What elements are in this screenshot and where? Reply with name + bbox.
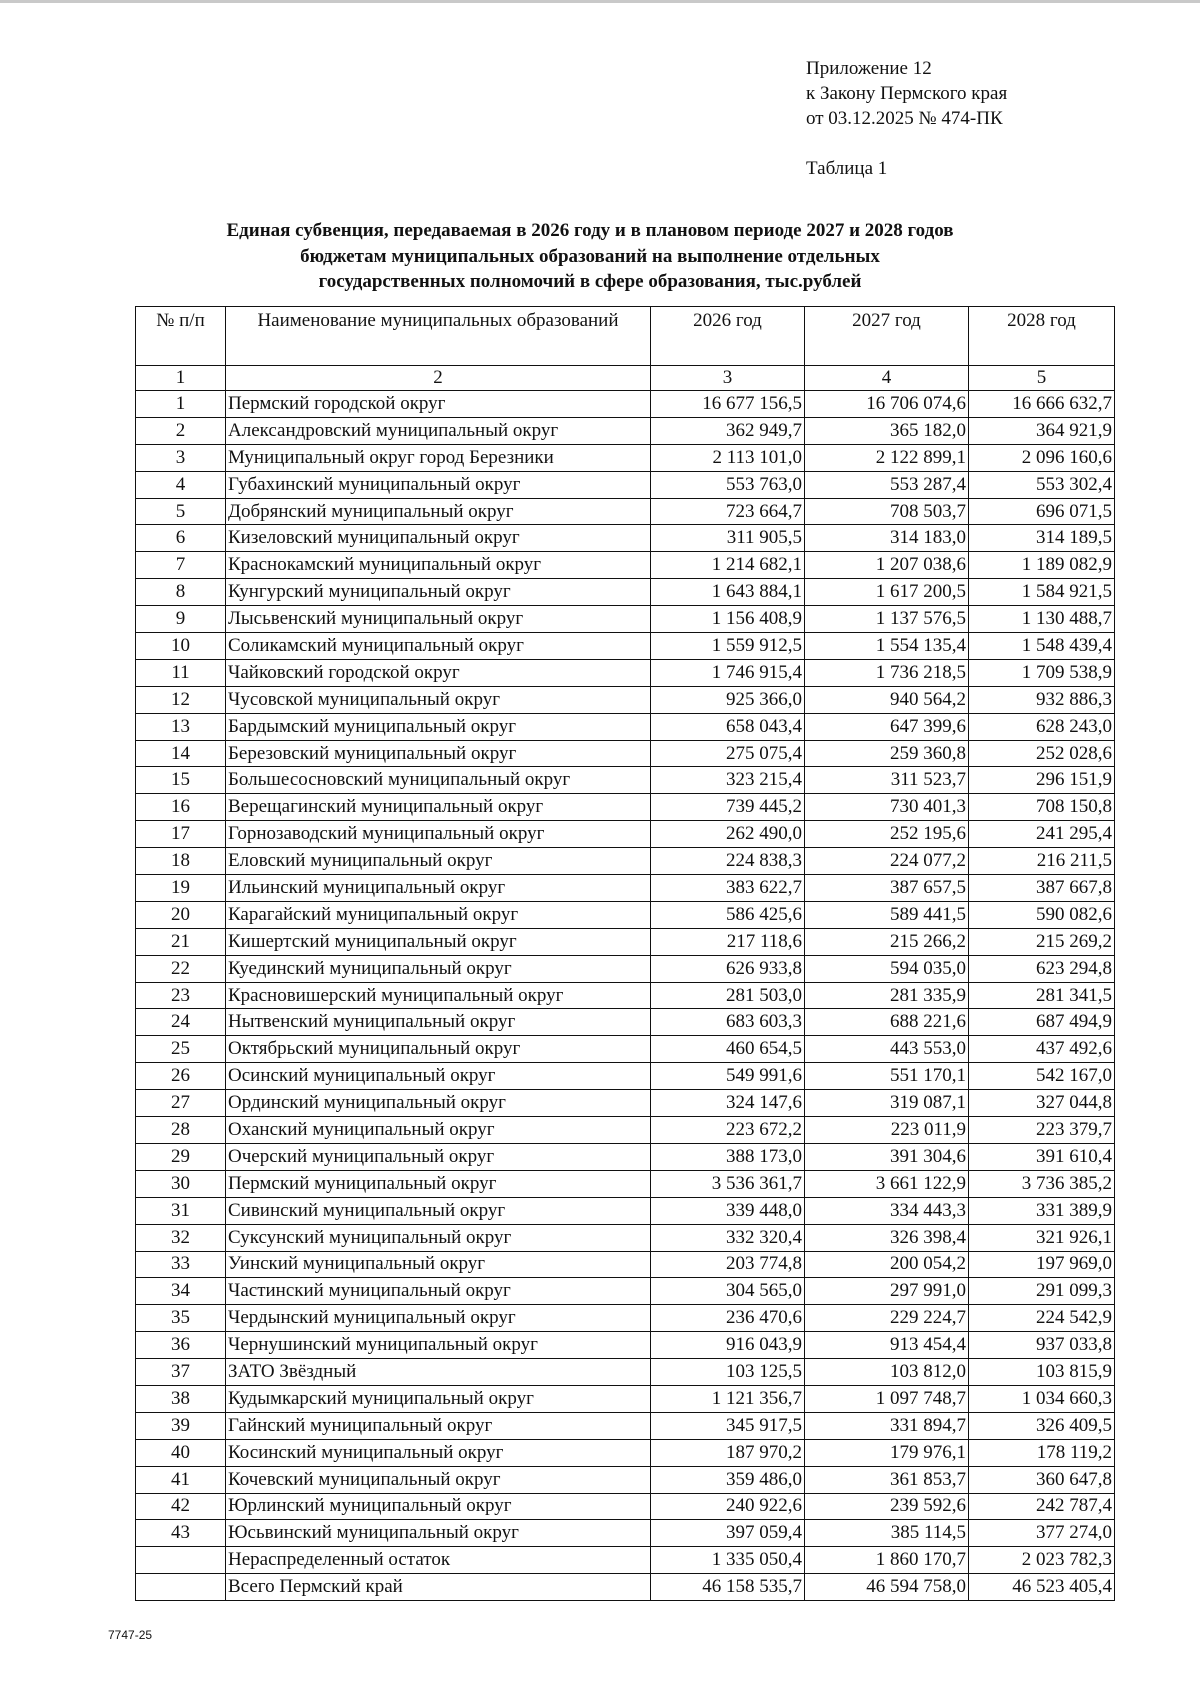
- header-cell-name: Наименование муниципальных образований: [226, 307, 651, 366]
- table-row: [136, 633, 1115, 660]
- table-row: [136, 848, 1115, 875]
- value-2027-cell: 1 736 218,5: [805, 659, 969, 686]
- value-2028-cell: 1 189 082,9: [969, 552, 1115, 579]
- value-2026-cell: 236 470,6: [651, 1305, 805, 1332]
- row-number-cell: 24: [136, 1009, 226, 1036]
- value-2028-cell: 553 302,4: [969, 471, 1115, 498]
- value-2027-cell: 179 976,1: [805, 1439, 969, 1466]
- value-2027-cell: 239 592,6: [805, 1493, 969, 1520]
- table-row: [136, 1305, 1115, 1332]
- value-2028-cell: 331 389,9: [969, 1197, 1115, 1224]
- row-number-cell: 41: [136, 1466, 226, 1493]
- value-2026-cell: 553 763,0: [651, 471, 805, 498]
- value-2027-cell: 553 287,4: [805, 471, 969, 498]
- table-row: [136, 1197, 1115, 1224]
- municipality-name-cell: Кишертский муниципальный округ: [226, 928, 651, 955]
- municipality-name-cell: Верещагинский муниципальный округ: [226, 794, 651, 821]
- value-2027-cell: 730 401,3: [805, 794, 969, 821]
- municipality-name-cell: Куединский муниципальный округ: [226, 955, 651, 982]
- document-title: [150, 218, 1030, 295]
- value-2028-cell: 281 341,5: [969, 982, 1115, 1009]
- value-2027-cell: 361 853,7: [805, 1466, 969, 1493]
- value-2027-cell: 252 195,6: [805, 821, 969, 848]
- row-number-cell: 22: [136, 955, 226, 982]
- value-2028-cell: 1 709 538,9: [969, 659, 1115, 686]
- row-number-cell: 16: [136, 794, 226, 821]
- table-row: [136, 901, 1115, 928]
- header-cell-2026: 2026 год: [651, 307, 805, 366]
- value-2026-cell: 1 156 408,9: [651, 606, 805, 633]
- row-number-cell: 11: [136, 659, 226, 686]
- municipality-name-cell: Чусовской муниципальный округ: [226, 686, 651, 713]
- value-2026-cell: 339 448,0: [651, 1197, 805, 1224]
- value-2027-cell: 385 114,5: [805, 1520, 969, 1547]
- value-2026-cell: 1 559 912,5: [651, 633, 805, 660]
- value-2027-cell: 1 554 135,4: [805, 633, 969, 660]
- municipality-name-cell: Горнозаводский муниципальный округ: [226, 821, 651, 848]
- row-number-cell: 17: [136, 821, 226, 848]
- row-number-cell: 18: [136, 848, 226, 875]
- table-row: [136, 1412, 1115, 1439]
- value-2028-cell: 708 150,8: [969, 794, 1115, 821]
- value-2028-cell: 937 033,8: [969, 1332, 1115, 1359]
- value-2027-cell: 223 011,9: [805, 1117, 969, 1144]
- value-2027-cell: 314 183,0: [805, 525, 969, 552]
- value-2028-cell: 687 494,9: [969, 1009, 1115, 1036]
- row-number-cell: 36: [136, 1332, 226, 1359]
- value-2027-cell: 311 523,7: [805, 767, 969, 794]
- row-number-cell: 7: [136, 552, 226, 579]
- row-number-cell: 3: [136, 444, 226, 471]
- table-row: [136, 391, 1115, 418]
- row-number-cell: 20: [136, 901, 226, 928]
- value-2028-cell: 542 167,0: [969, 1063, 1115, 1090]
- value-2026-cell: 324 147,6: [651, 1090, 805, 1117]
- municipality-name-cell: Оханский муниципальный округ: [226, 1117, 651, 1144]
- table-row: [136, 1466, 1115, 1493]
- value-2026-cell: 1 121 356,7: [651, 1385, 805, 1412]
- municipality-name-cell: Ординский муниципальный округ: [226, 1090, 651, 1117]
- table-row: [136, 1117, 1115, 1144]
- value-2027-cell: 224 077,2: [805, 848, 969, 875]
- municipality-name-cell: Красновишерский муниципальный округ: [226, 982, 651, 1009]
- value-2026-cell: 916 043,9: [651, 1332, 805, 1359]
- municipality-name-cell: Соликамский муниципальный округ: [226, 633, 651, 660]
- value-2027-cell: 1 097 748,7: [805, 1385, 969, 1412]
- row-number-cell: 32: [136, 1224, 226, 1251]
- value-2027-cell: 200 054,2: [805, 1251, 969, 1278]
- municipality-name-cell: Бардымский муниципальный округ: [226, 713, 651, 740]
- value-2027-cell: 331 894,7: [805, 1412, 969, 1439]
- value-2026-cell: 2 113 101,0: [651, 444, 805, 471]
- row-number-cell: 25: [136, 1036, 226, 1063]
- appendix-line: к Закону Пермского края: [806, 83, 1008, 104]
- value-2027-cell: 647 399,6: [805, 713, 969, 740]
- municipality-name-cell: Чердынский муниципальный округ: [226, 1305, 651, 1332]
- row-number-cell: 43: [136, 1520, 226, 1547]
- value-2028-cell: 46 523 405,4: [969, 1574, 1115, 1601]
- table-row: [136, 740, 1115, 767]
- table-row: [136, 794, 1115, 821]
- municipality-name-cell: Очерский муниципальный округ: [226, 1143, 651, 1170]
- table-row: [136, 1009, 1115, 1036]
- value-2028-cell: 1 034 660,3: [969, 1385, 1115, 1412]
- value-2027-cell: 215 266,2: [805, 928, 969, 955]
- row-number-cell: 14: [136, 740, 226, 767]
- column-number-cell: 5: [969, 366, 1115, 391]
- row-number-cell: [136, 1547, 226, 1574]
- table-row: [136, 1224, 1115, 1251]
- municipality-name-cell: Губахинский муниципальный округ: [226, 471, 651, 498]
- column-number-cell: 4: [805, 366, 969, 391]
- value-2027-cell: 281 335,9: [805, 982, 969, 1009]
- value-2026-cell: 16 677 156,5: [651, 391, 805, 418]
- value-2028-cell: 1 130 488,7: [969, 606, 1115, 633]
- municipality-name-cell: Частинский муниципальный округ: [226, 1278, 651, 1305]
- table-body: [136, 391, 1115, 1601]
- value-2028-cell: 223 379,7: [969, 1117, 1115, 1144]
- value-2028-cell: 387 667,8: [969, 875, 1115, 902]
- row-number-cell: 19: [136, 875, 226, 902]
- title-line: государственных полномочий в сфере образования, тыс.рублей: [318, 271, 862, 292]
- value-2027-cell: 365 182,0: [805, 417, 969, 444]
- municipality-name-cell: Уинский муниципальный округ: [226, 1251, 651, 1278]
- row-number-cell: 21: [136, 928, 226, 955]
- row-number-cell: 30: [136, 1170, 226, 1197]
- row-number-cell: 37: [136, 1359, 226, 1386]
- row-number-cell: 27: [136, 1090, 226, 1117]
- row-number-cell: 13: [136, 713, 226, 740]
- value-2028-cell: 241 295,4: [969, 821, 1115, 848]
- table-row: [136, 1170, 1115, 1197]
- title-line: бюджетам муниципальных образований на выполнение отдельных: [300, 245, 880, 267]
- municipality-name-cell: Косинский муниципальный округ: [226, 1439, 651, 1466]
- municipality-name-cell: Чайковский городской округ: [226, 659, 651, 686]
- value-2026-cell: 311 905,5: [651, 525, 805, 552]
- value-2026-cell: 683 603,3: [651, 1009, 805, 1036]
- municipality-name-cell: Пермский городской округ: [226, 391, 651, 418]
- municipality-name-cell: Кудымкарский муниципальный округ: [226, 1385, 651, 1412]
- column-number-cell: 3: [651, 366, 805, 391]
- row-number-cell: 42: [136, 1493, 226, 1520]
- value-2026-cell: 187 970,2: [651, 1439, 805, 1466]
- value-2026-cell: 739 445,2: [651, 794, 805, 821]
- table-row: [136, 1143, 1115, 1170]
- municipality-name-cell: Муниципальный округ город Березники: [226, 444, 651, 471]
- table-row: [136, 982, 1115, 1009]
- value-2028-cell: 197 969,0: [969, 1251, 1115, 1278]
- value-2028-cell: 296 151,9: [969, 767, 1115, 794]
- table-row: [136, 821, 1115, 848]
- table-row: [136, 686, 1115, 713]
- row-number-cell: 6: [136, 525, 226, 552]
- value-2028-cell: 696 071,5: [969, 498, 1115, 525]
- table-number: Таблица 1: [806, 158, 888, 179]
- row-number-cell: 34: [136, 1278, 226, 1305]
- value-2028-cell: 2 023 782,3: [969, 1547, 1115, 1574]
- value-2026-cell: 723 664,7: [651, 498, 805, 525]
- document-code: 7747-25: [108, 1628, 153, 1642]
- value-2028-cell: 321 926,1: [969, 1224, 1115, 1251]
- value-2028-cell: 215 269,2: [969, 928, 1115, 955]
- header-cell-2027: 2027 год: [805, 307, 969, 366]
- value-2028-cell: 326 409,5: [969, 1412, 1115, 1439]
- appendix-line: от 03.12.2025 № 474-ПК: [806, 108, 1003, 129]
- value-2028-cell: 1 548 439,4: [969, 633, 1115, 660]
- value-2026-cell: 1 214 682,1: [651, 552, 805, 579]
- municipality-name-cell: Александровский муниципальный округ: [226, 417, 651, 444]
- value-2026-cell: 1 746 915,4: [651, 659, 805, 686]
- row-number-cell: 8: [136, 579, 226, 606]
- value-2026-cell: 262 490,0: [651, 821, 805, 848]
- value-2026-cell: 1 335 050,4: [651, 1547, 805, 1574]
- row-number-cell: 38: [136, 1385, 226, 1412]
- value-2027-cell: 391 304,6: [805, 1143, 969, 1170]
- value-2028-cell: 628 243,0: [969, 713, 1115, 740]
- subvention-table: [135, 306, 1115, 1601]
- value-2028-cell: 590 082,6: [969, 901, 1115, 928]
- table-row: [136, 1090, 1115, 1117]
- value-2026-cell: 217 118,6: [651, 928, 805, 955]
- value-2026-cell: 323 215,4: [651, 767, 805, 794]
- value-2026-cell: 1 643 884,1: [651, 579, 805, 606]
- table-row: [136, 1385, 1115, 1412]
- appendix-line: Приложение 12: [806, 58, 932, 79]
- value-2027-cell: 103 812,0: [805, 1359, 969, 1386]
- row-number-cell: 2: [136, 417, 226, 444]
- value-2027-cell: 940 564,2: [805, 686, 969, 713]
- value-2028-cell: 2 096 160,6: [969, 444, 1115, 471]
- value-2027-cell: 594 035,0: [805, 955, 969, 982]
- table-row: [136, 928, 1115, 955]
- value-2027-cell: 1 207 038,6: [805, 552, 969, 579]
- table-row: [136, 1520, 1115, 1547]
- table-row: [136, 875, 1115, 902]
- value-2026-cell: 332 320,4: [651, 1224, 805, 1251]
- table-row: [136, 498, 1115, 525]
- row-number-cell: 9: [136, 606, 226, 633]
- row-number-cell: 15: [136, 767, 226, 794]
- municipality-name-cell: Сивинский муниципальный округ: [226, 1197, 651, 1224]
- municipality-name-cell: Кочевский муниципальный округ: [226, 1466, 651, 1493]
- table-row: [136, 955, 1115, 982]
- row-number-cell: 5: [136, 498, 226, 525]
- header-cell-2028: 2028 год: [969, 307, 1115, 366]
- row-number-cell: 40: [136, 1439, 226, 1466]
- value-2026-cell: 549 991,6: [651, 1063, 805, 1090]
- value-2027-cell: 551 170,1: [805, 1063, 969, 1090]
- value-2027-cell: 913 454,4: [805, 1332, 969, 1359]
- value-2027-cell: 2 122 899,1: [805, 444, 969, 471]
- municipality-name-cell: Добрянский муниципальный округ: [226, 498, 651, 525]
- municipality-name-cell: Гайнский муниципальный округ: [226, 1412, 651, 1439]
- row-number-cell: 26: [136, 1063, 226, 1090]
- municipality-name-cell: Еловский муниципальный округ: [226, 848, 651, 875]
- municipality-name-cell: Лысьвенский муниципальный округ: [226, 606, 651, 633]
- municipality-name-cell: ЗАТО Звёздный: [226, 1359, 651, 1386]
- row-number-cell: [136, 1574, 226, 1601]
- municipality-name-cell: Краснокамский муниципальный округ: [226, 552, 651, 579]
- value-2026-cell: 586 425,6: [651, 901, 805, 928]
- value-2026-cell: 103 125,5: [651, 1359, 805, 1386]
- value-2027-cell: 443 553,0: [805, 1036, 969, 1063]
- column-number-row: [136, 366, 1115, 391]
- table-row: [136, 1278, 1115, 1305]
- column-number-cell: 1: [136, 366, 226, 391]
- value-2027-cell: 319 087,1: [805, 1090, 969, 1117]
- value-2027-cell: 1 617 200,5: [805, 579, 969, 606]
- row-number-cell: 1: [136, 391, 226, 418]
- header-cell-number: № п/п: [136, 307, 226, 366]
- table-row: [136, 471, 1115, 498]
- value-2027-cell: 3 661 122,9: [805, 1170, 969, 1197]
- row-number-cell: 33: [136, 1251, 226, 1278]
- value-2026-cell: 203 774,8: [651, 1251, 805, 1278]
- table-row: [136, 659, 1115, 686]
- value-2026-cell: 224 838,3: [651, 848, 805, 875]
- municipality-name-cell: Нераспределенный остаток: [226, 1547, 651, 1574]
- value-2028-cell: 178 119,2: [969, 1439, 1115, 1466]
- value-2028-cell: 291 099,3: [969, 1278, 1115, 1305]
- value-2026-cell: 240 922,6: [651, 1493, 805, 1520]
- title-line: Единая субвенция, передаваемая в 2026 году и в плановом периоде 2027 и 2028 годов: [226, 220, 954, 241]
- value-2027-cell: 229 224,7: [805, 1305, 969, 1332]
- scan-top-edge: [0, 0, 1200, 3]
- row-number-cell: 39: [136, 1412, 226, 1439]
- municipality-name-cell: Березовский муниципальный округ: [226, 740, 651, 767]
- value-2027-cell: 326 398,4: [805, 1224, 969, 1251]
- value-2028-cell: 314 189,5: [969, 525, 1115, 552]
- municipality-name-cell: Кунгурский муниципальный округ: [226, 579, 651, 606]
- value-2027-cell: 688 221,6: [805, 1009, 969, 1036]
- value-2026-cell: 388 173,0: [651, 1143, 805, 1170]
- value-2027-cell: 46 594 758,0: [805, 1574, 969, 1601]
- table-row: [136, 579, 1115, 606]
- municipality-name-cell: Большесосновский муниципальный округ: [226, 767, 651, 794]
- value-2026-cell: 626 933,8: [651, 955, 805, 982]
- value-2028-cell: 327 044,8: [969, 1090, 1115, 1117]
- municipality-name-cell: Кизеловский муниципальный округ: [226, 525, 651, 552]
- value-2028-cell: 103 815,9: [969, 1359, 1115, 1386]
- value-2027-cell: 387 657,5: [805, 875, 969, 902]
- value-2027-cell: 16 706 074,6: [805, 391, 969, 418]
- value-2028-cell: 252 028,6: [969, 740, 1115, 767]
- table-row: [136, 417, 1115, 444]
- value-2026-cell: 362 949,7: [651, 417, 805, 444]
- municipality-name-cell: Осинский муниципальный округ: [226, 1063, 651, 1090]
- municipality-name-cell: Суксунский муниципальный округ: [226, 1224, 651, 1251]
- value-2028-cell: 242 787,4: [969, 1493, 1115, 1520]
- table-row: [136, 1036, 1115, 1063]
- municipality-name-cell: Карагайский муниципальный округ: [226, 901, 651, 928]
- value-2028-cell: 224 542,9: [969, 1305, 1115, 1332]
- row-number-cell: 29: [136, 1143, 226, 1170]
- table-row: [136, 525, 1115, 552]
- table-row: [136, 1359, 1115, 1386]
- value-2026-cell: 925 366,0: [651, 686, 805, 713]
- municipality-name-cell: Чернушинский муниципальный округ: [226, 1332, 651, 1359]
- row-number-cell: 4: [136, 471, 226, 498]
- value-2026-cell: 281 503,0: [651, 982, 805, 1009]
- value-2026-cell: 397 059,4: [651, 1520, 805, 1547]
- table-row: [136, 1547, 1115, 1574]
- value-2028-cell: 391 610,4: [969, 1143, 1115, 1170]
- row-number-cell: 10: [136, 633, 226, 660]
- table-row: [136, 1251, 1115, 1278]
- value-2026-cell: 460 654,5: [651, 1036, 805, 1063]
- table-row: [136, 1493, 1115, 1520]
- value-2028-cell: 360 647,8: [969, 1466, 1115, 1493]
- municipality-name-cell: Пермский муниципальный округ: [226, 1170, 651, 1197]
- row-number-cell: 23: [136, 982, 226, 1009]
- value-2026-cell: 275 075,4: [651, 740, 805, 767]
- row-number-cell: 12: [136, 686, 226, 713]
- municipality-name-cell: Октябрьский муниципальный округ: [226, 1036, 651, 1063]
- value-2026-cell: 46 158 535,7: [651, 1574, 805, 1601]
- table-row: [136, 444, 1115, 471]
- value-2028-cell: 377 274,0: [969, 1520, 1115, 1547]
- value-2028-cell: 16 666 632,7: [969, 391, 1115, 418]
- municipality-name-cell: Юсьвинский муниципальный округ: [226, 1520, 651, 1547]
- value-2027-cell: 589 441,5: [805, 901, 969, 928]
- value-2026-cell: 658 043,4: [651, 713, 805, 740]
- table-row: [136, 552, 1115, 579]
- municipality-name-cell: Всего Пермский край: [226, 1574, 651, 1601]
- value-2027-cell: 1 137 576,5: [805, 606, 969, 633]
- value-2028-cell: 3 736 385,2: [969, 1170, 1115, 1197]
- table-row: [136, 767, 1115, 794]
- row-number-cell: 35: [136, 1305, 226, 1332]
- value-2026-cell: 359 486,0: [651, 1466, 805, 1493]
- table-row: [136, 1574, 1115, 1601]
- municipality-name-cell: Юрлинский муниципальный округ: [226, 1493, 651, 1520]
- table-row: [136, 1439, 1115, 1466]
- municipality-name-cell: Нытвенский муниципальный округ: [226, 1009, 651, 1036]
- table-row: [136, 1332, 1115, 1359]
- value-2026-cell: 383 622,7: [651, 875, 805, 902]
- value-2026-cell: 3 536 361,7: [651, 1170, 805, 1197]
- row-number-cell: 31: [136, 1197, 226, 1224]
- row-number-cell: 28: [136, 1117, 226, 1144]
- value-2026-cell: 304 565,0: [651, 1278, 805, 1305]
- value-2027-cell: 334 443,3: [805, 1197, 969, 1224]
- value-2028-cell: 364 921,9: [969, 417, 1115, 444]
- value-2027-cell: 259 360,8: [805, 740, 969, 767]
- value-2027-cell: 297 991,0: [805, 1278, 969, 1305]
- value-2027-cell: 1 860 170,7: [805, 1547, 969, 1574]
- value-2026-cell: 223 672,2: [651, 1117, 805, 1144]
- value-2028-cell: 932 886,3: [969, 686, 1115, 713]
- table-row: [136, 1063, 1115, 1090]
- table-row: [136, 606, 1115, 633]
- value-2027-cell: 708 503,7: [805, 498, 969, 525]
- value-2026-cell: 345 917,5: [651, 1412, 805, 1439]
- value-2028-cell: 437 492,6: [969, 1036, 1115, 1063]
- value-2028-cell: 623 294,8: [969, 955, 1115, 982]
- municipality-name-cell: Ильинский муниципальный округ: [226, 875, 651, 902]
- column-number-cell: 2: [226, 366, 651, 391]
- header-row: [136, 307, 1115, 366]
- value-2028-cell: 1 584 921,5: [969, 579, 1115, 606]
- value-2028-cell: 216 211,5: [969, 848, 1115, 875]
- appendix-reference: [806, 56, 1007, 131]
- table-row: [136, 713, 1115, 740]
